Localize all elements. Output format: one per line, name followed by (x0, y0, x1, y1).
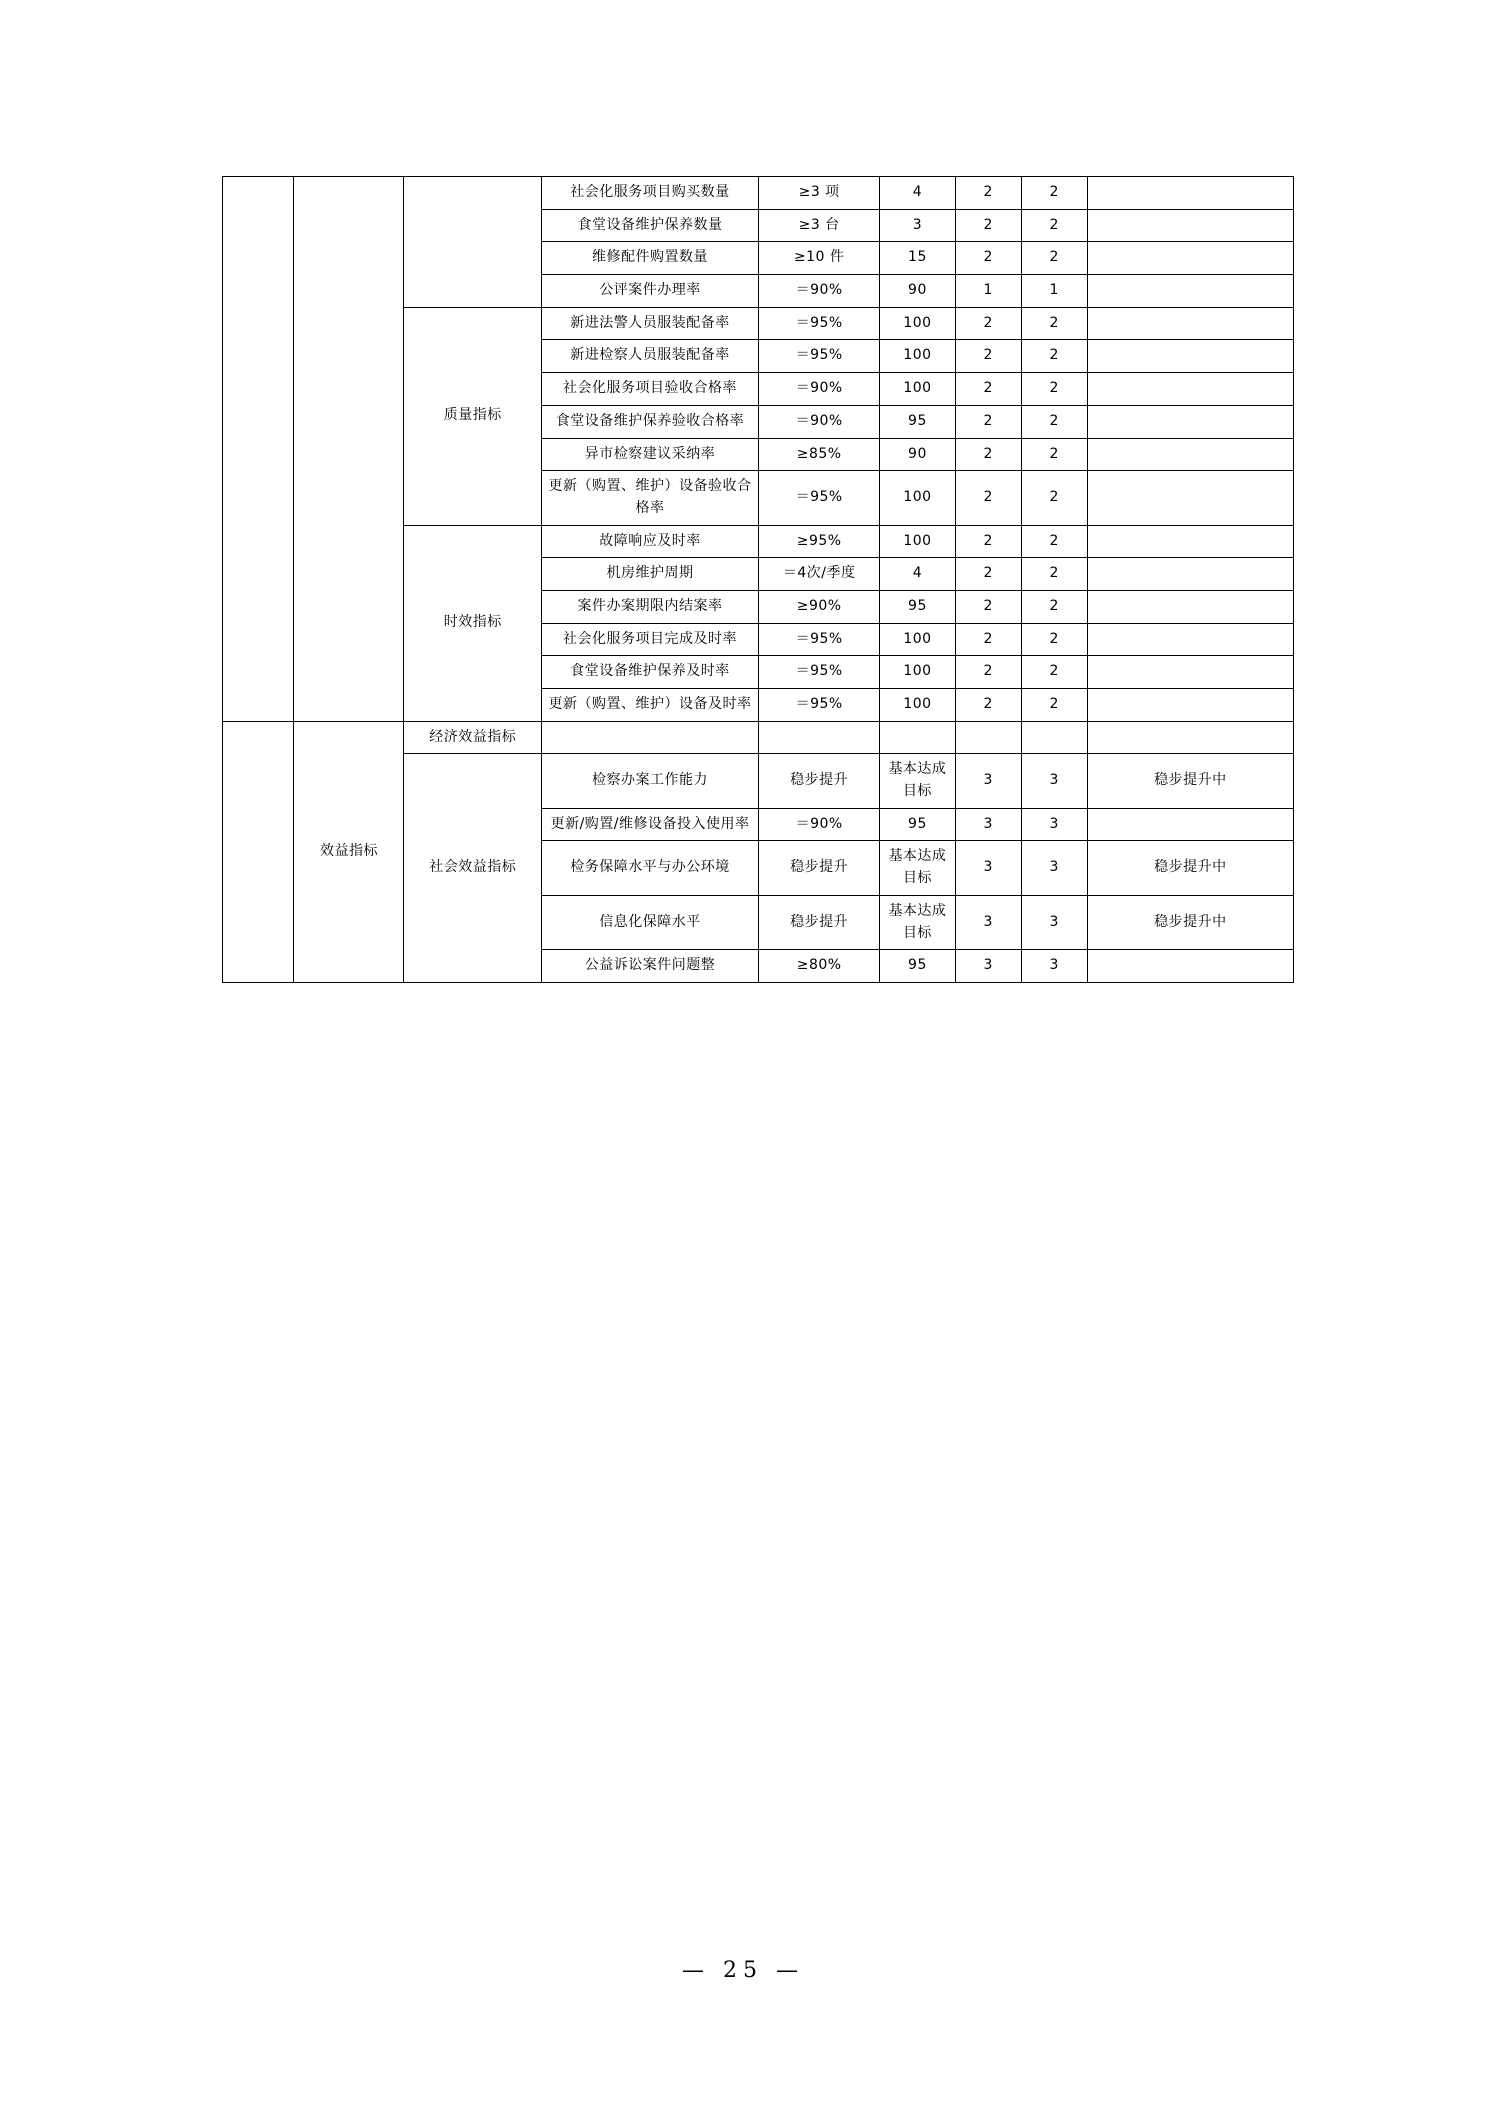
indicator-score: 2 (955, 307, 1021, 340)
indicator-actual: 90 (880, 275, 956, 308)
indicator-name: 案件办案期限内结案率 (541, 590, 758, 623)
indicator-actual: 95 (880, 405, 956, 438)
indicator-actual: 95 (880, 950, 956, 983)
level3-cell: 时效指标 (404, 525, 541, 721)
indicator-target: ＝90% (759, 808, 880, 841)
indicator-target: ＝95% (759, 656, 880, 689)
indicator-note (1087, 177, 1293, 210)
indicator-name: 公益诉讼案件问题整 (541, 950, 758, 983)
indicator-note (1087, 242, 1293, 275)
indicator-score: 1 (955, 275, 1021, 308)
indicator-got (1021, 721, 1087, 754)
indicator-target: ＝95% (759, 471, 880, 525)
indicator-score: 2 (955, 590, 1021, 623)
indicator-got: 2 (1021, 438, 1087, 471)
level3-cell: 社会效益指标 (404, 754, 541, 983)
indicator-got: 3 (1021, 841, 1087, 895)
indicator-note (1087, 307, 1293, 340)
indicator-name: 异市检察建议采纳率 (541, 438, 758, 471)
indicator-actual: 基本达成目标 (880, 841, 956, 895)
indicator-got: 2 (1021, 525, 1087, 558)
indicator-score: 2 (955, 242, 1021, 275)
indicator-actual: 100 (880, 471, 956, 525)
indicator-name: 更新（购置、维护）设备及时率 (541, 689, 758, 722)
indicator-got: 2 (1021, 307, 1087, 340)
indicator-target: ≥3 台 (759, 209, 880, 242)
indicator-actual: 3 (880, 209, 956, 242)
indicator-name: 检察办案工作能力 (541, 754, 758, 808)
performance-indicator-table (222, 176, 1294, 983)
indicator-name: 新进检察人员服装配备率 (541, 340, 758, 373)
indicator-got: 2 (1021, 623, 1087, 656)
page-number: — 25 — (682, 1958, 804, 1983)
indicator-score: 2 (955, 689, 1021, 722)
indicator-actual: 4 (880, 558, 956, 591)
indicator-actual: 基本达成目标 (880, 895, 956, 949)
indicator-got: 3 (1021, 950, 1087, 983)
level2-cell (294, 177, 404, 722)
indicator-got: 3 (1021, 895, 1087, 949)
indicator-score: 2 (955, 209, 1021, 242)
indicator-note (1087, 275, 1293, 308)
indicator-note (1087, 623, 1293, 656)
indicator-score: 2 (955, 373, 1021, 406)
indicator-note (1087, 558, 1293, 591)
indicator-actual: 基本达成目标 (880, 754, 956, 808)
indicator-got: 3 (1021, 754, 1087, 808)
perf-table (222, 176, 1294, 983)
indicator-note (1087, 689, 1293, 722)
indicator-actual: 90 (880, 438, 956, 471)
indicator-score: 3 (955, 950, 1021, 983)
indicator-actual: 100 (880, 307, 956, 340)
indicator-target: 稳步提升 (759, 754, 880, 808)
indicator-got: 2 (1021, 373, 1087, 406)
table-row (223, 721, 1294, 754)
indicator-actual: 100 (880, 525, 956, 558)
indicator-got: 2 (1021, 242, 1087, 275)
indicator-actual: 15 (880, 242, 956, 275)
indicator-actual: 100 (880, 623, 956, 656)
indicator-note (1087, 373, 1293, 406)
indicator-actual: 100 (880, 340, 956, 373)
indicator-target: ＝90% (759, 405, 880, 438)
indicator-note (1087, 721, 1293, 754)
indicator-note (1087, 525, 1293, 558)
indicator-target: 稳步提升 (759, 841, 880, 895)
indicator-name: 食堂设备维护保养验收合格率 (541, 405, 758, 438)
indicator-note: 稳步提升中 (1087, 841, 1293, 895)
level3-cell (404, 177, 541, 308)
indicator-name: 检务保障水平与办公环境 (541, 841, 758, 895)
indicator-note (1087, 405, 1293, 438)
indicator-note (1087, 471, 1293, 525)
indicator-actual (880, 721, 956, 754)
level2-cell: 效益指标 (294, 721, 404, 982)
indicator-score: 3 (955, 808, 1021, 841)
indicator-name: 更新（购置、维护）设备验收合格率 (541, 471, 758, 525)
indicator-target: ＝90% (759, 275, 880, 308)
indicator-name: 公评案件办理率 (541, 275, 758, 308)
indicator-name (541, 721, 758, 754)
indicator-actual: 100 (880, 656, 956, 689)
indicator-name: 食堂设备维护保养及时率 (541, 656, 758, 689)
indicator-got: 2 (1021, 471, 1087, 525)
indicator-got: 2 (1021, 558, 1087, 591)
indicator-score: 2 (955, 471, 1021, 525)
indicator-got: 2 (1021, 590, 1087, 623)
indicator-note (1087, 808, 1293, 841)
indicator-got: 2 (1021, 209, 1087, 242)
indicator-name: 维修配件购置数量 (541, 242, 758, 275)
indicator-target: ＝95% (759, 689, 880, 722)
indicator-target: ≥3 项 (759, 177, 880, 210)
indicator-note (1087, 950, 1293, 983)
indicator-note (1087, 438, 1293, 471)
indicator-note (1087, 340, 1293, 373)
indicator-target: ≥85% (759, 438, 880, 471)
indicator-note: 稳步提升中 (1087, 895, 1293, 949)
indicator-score: 3 (955, 841, 1021, 895)
indicator-got: 2 (1021, 405, 1087, 438)
indicator-got: 3 (1021, 808, 1087, 841)
indicator-score: 3 (955, 895, 1021, 949)
indicator-note (1087, 656, 1293, 689)
indicator-got: 1 (1021, 275, 1087, 308)
indicator-score: 2 (955, 340, 1021, 373)
table-row (223, 177, 1294, 210)
indicator-score: 3 (955, 754, 1021, 808)
indicator-target: ＝90% (759, 373, 880, 406)
indicator-got: 2 (1021, 689, 1087, 722)
indicator-name: 更新/购置/维修设备投入使用率 (541, 808, 758, 841)
indicator-actual: 4 (880, 177, 956, 210)
indicator-actual: 95 (880, 590, 956, 623)
indicator-target: ≥10 件 (759, 242, 880, 275)
indicator-target: ＝95% (759, 307, 880, 340)
indicator-note: 稳步提升中 (1087, 754, 1293, 808)
indicator-score: 2 (955, 405, 1021, 438)
level1-cell (223, 177, 294, 722)
indicator-target: ＝4次/季度 (759, 558, 880, 591)
level3-cell: 质量指标 (404, 307, 541, 525)
indicator-score: 2 (955, 656, 1021, 689)
indicator-target: ≥95% (759, 525, 880, 558)
indicator-score: 2 (955, 558, 1021, 591)
indicator-actual: 100 (880, 373, 956, 406)
indicator-got: 2 (1021, 340, 1087, 373)
indicator-name: 故障响应及时率 (541, 525, 758, 558)
indicator-name: 食堂设备维护保养数量 (541, 209, 758, 242)
indicator-got: 2 (1021, 656, 1087, 689)
indicator-target (759, 721, 880, 754)
indicator-target: ≥80% (759, 950, 880, 983)
indicator-target: ≥90% (759, 590, 880, 623)
indicator-name: 新进法警人员服装配备率 (541, 307, 758, 340)
indicator-actual: 100 (880, 689, 956, 722)
indicator-actual: 95 (880, 808, 956, 841)
indicator-target: ＝95% (759, 340, 880, 373)
indicator-name: 机房维护周期 (541, 558, 758, 591)
level3-cell: 经济效益指标 (404, 721, 541, 754)
indicator-score: 2 (955, 525, 1021, 558)
indicator-target: 稳步提升 (759, 895, 880, 949)
indicator-note (1087, 590, 1293, 623)
indicator-name: 社会化服务项目完成及时率 (541, 623, 758, 656)
indicator-score: 2 (955, 623, 1021, 656)
indicator-target: ＝95% (759, 623, 880, 656)
indicator-score: 2 (955, 177, 1021, 210)
indicator-score (955, 721, 1021, 754)
indicator-score: 2 (955, 438, 1021, 471)
indicator-note (1087, 209, 1293, 242)
level1-cell (223, 721, 294, 982)
indicator-name: 社会化服务项目购买数量 (541, 177, 758, 210)
indicator-name: 信息化保障水平 (541, 895, 758, 949)
indicator-got: 2 (1021, 177, 1087, 210)
indicator-name: 社会化服务项目验收合格率 (541, 373, 758, 406)
